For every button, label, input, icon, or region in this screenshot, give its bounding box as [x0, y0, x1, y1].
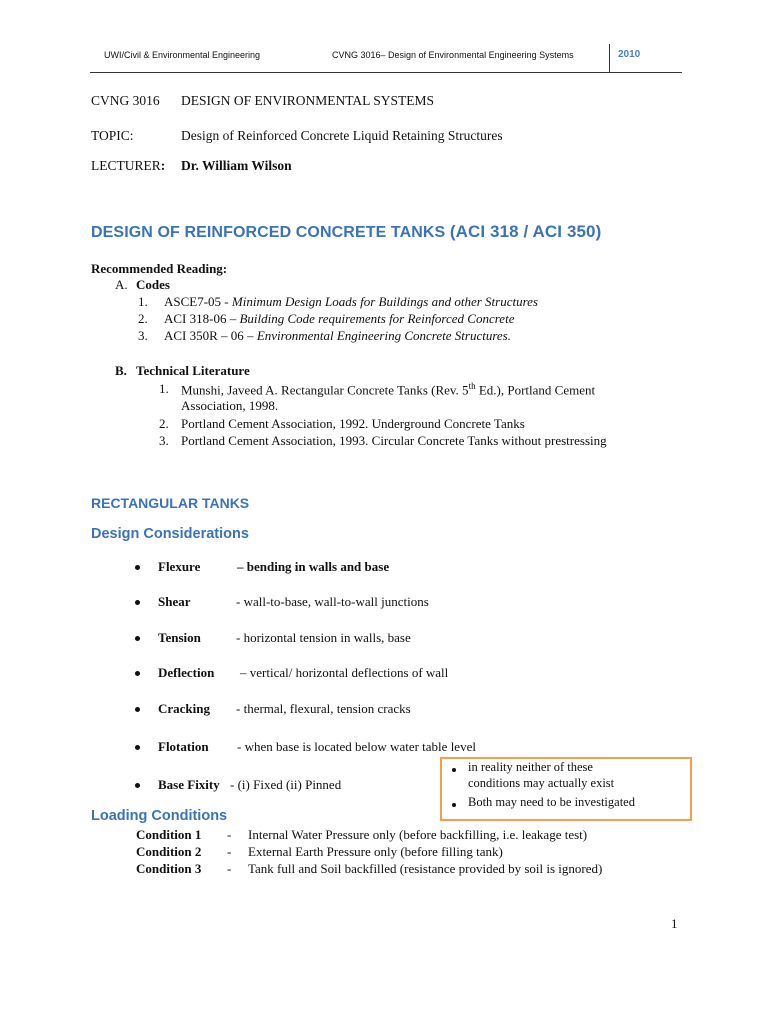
- note-line-1: in reality neither of these: [468, 760, 593, 774]
- code-item-plain: ACI 318-06 –: [164, 311, 240, 326]
- consideration-term: Shear: [158, 594, 191, 609]
- topic-text: Design of Reinforced Concrete Liquid Retaining Structures: [181, 128, 503, 143]
- code-item-num: 1.: [138, 294, 148, 309]
- literature-title: Technical Literature: [136, 363, 250, 378]
- consideration-desc: - when base is located below water table level: [237, 739, 476, 754]
- code-item: [164, 311, 514, 327]
- consideration-term: Deflection: [158, 665, 215, 680]
- condition-label: Condition 1: [136, 827, 202, 842]
- course-code: CVNG 3016: [91, 93, 160, 108]
- topic-label: TOPIC:: [91, 128, 134, 143]
- codes-label: A.: [115, 277, 128, 292]
- header-rule: [90, 72, 682, 73]
- course-title: DESIGN OF ENVIRONMENTAL SYSTEMS: [181, 93, 435, 108]
- note-line-1b: conditions may actually exist: [468, 776, 615, 790]
- consideration-bullet: [135, 745, 140, 750]
- lit-item-num: 2.: [159, 416, 169, 431]
- codes-title: Codes: [136, 277, 170, 292]
- main-heading-text: DESIGN OF REINFORCED CONCRETE TANKS: [91, 224, 450, 241]
- code-item: [164, 328, 511, 344]
- lit-item-text: Munshi, Javeed A. Rectangular Concrete Tanks (Rev. 5: [181, 382, 469, 398]
- consideration-bullet: [135, 707, 140, 712]
- lecturer-name: Dr. William Wilson: [181, 158, 292, 173]
- code-item-italic: Building Code requirements for Reinforced Concrete: [239, 311, 515, 326]
- literature-label: B.: [115, 363, 127, 378]
- code-item-num: 2.: [138, 311, 148, 326]
- main-heading-paren: (ACI 318 / ACI 350): [449, 222, 602, 241]
- header-center: CVNG 3016– Design of Environmental Engineering Systems: [332, 50, 574, 60]
- consideration-term: Base Fixity: [158, 777, 220, 792]
- consideration-bullet: [135, 565, 140, 570]
- header-year: 2010: [618, 49, 641, 60]
- condition-label: Condition 2: [136, 844, 202, 859]
- lecturer-label: [91, 158, 165, 174]
- lecturer-label-text: LECTURER: [91, 158, 161, 173]
- consideration-desc: - thermal, flexural, tension cracks: [236, 701, 411, 716]
- code-item-plain: ASCE7-05 -: [164, 294, 232, 309]
- consideration-bullet: [135, 783, 140, 788]
- consideration-bullet: [135, 671, 140, 676]
- header-left: UWI/Civil & Environmental Engineering: [104, 50, 261, 60]
- reading-title: Recommended Reading:: [91, 261, 228, 276]
- note-bullet: [452, 768, 456, 772]
- note-box: [440, 757, 692, 821]
- lit-item-num: 3.: [159, 433, 169, 448]
- consideration-bullet: [135, 600, 140, 605]
- condition-label: Condition 3: [136, 861, 202, 876]
- consideration-term: Flotation: [158, 739, 209, 754]
- design-considerations-heading: Design Considerations: [91, 526, 249, 542]
- code-item-num: 3.: [138, 328, 148, 343]
- main-heading: [91, 222, 601, 242]
- condition-desc: Tank full and Soil backfilled (resistance provided by soil is ignored): [248, 861, 603, 876]
- consideration-desc: – bending in walls and base: [237, 559, 390, 574]
- consideration-desc: - (i) Fixed (ii) Pinned: [230, 777, 342, 792]
- lit-item-text: Portland Cement Association, 1993. Circular Concrete Tanks without prestressing: [181, 433, 607, 448]
- condition-dash: -: [227, 861, 232, 876]
- lit-item-line2: Association, 1998.: [181, 398, 279, 413]
- consideration-bullet: [135, 636, 140, 641]
- consideration-desc: - horizontal tension in walls, base: [236, 630, 411, 645]
- lit-item: [181, 381, 595, 398]
- header-divider: [609, 44, 610, 72]
- lit-item-text-b: Ed.), Portland Cement: [475, 382, 596, 398]
- note-bullet: [452, 803, 456, 807]
- condition-dash: -: [227, 844, 232, 859]
- code-item: [164, 294, 538, 310]
- consideration-desc: – vertical/ horizontal deflections of wall: [240, 665, 449, 680]
- condition-dash: -: [227, 827, 232, 842]
- consideration-term: Tension: [158, 630, 201, 645]
- consideration-term: Flexure: [158, 559, 201, 574]
- code-item-plain: ACI 350R – 06 –: [164, 328, 257, 343]
- code-item-italic: Environmental Engineering Concrete Structures.: [256, 328, 511, 343]
- loading-heading: Loading Conditions: [91, 808, 228, 824]
- rect-tanks-heading: RECTANGULAR TANKS: [91, 495, 250, 511]
- lecturer-colon: :: [160, 158, 166, 173]
- code-item-italic: Minimum Design Loads for Buildings and other Structures: [231, 294, 538, 309]
- note-line-2: Both may need to be investigated: [468, 795, 635, 809]
- lit-item-sup: th: [468, 381, 476, 391]
- lit-item-text: Portland Cement Association, 1992. Underground Concrete Tanks: [181, 416, 525, 431]
- consideration-term: Cracking: [158, 701, 210, 716]
- condition-desc: Internal Water Pressure only (before backfilling, i.e. leakage test): [248, 827, 588, 842]
- condition-desc: External Earth Pressure only (before filling tank): [248, 844, 503, 859]
- page-number: 1: [671, 916, 678, 931]
- lit-item-num: 1.: [159, 381, 169, 396]
- consideration-desc: - wall-to-base, wall-to-wall junctions: [236, 594, 429, 609]
